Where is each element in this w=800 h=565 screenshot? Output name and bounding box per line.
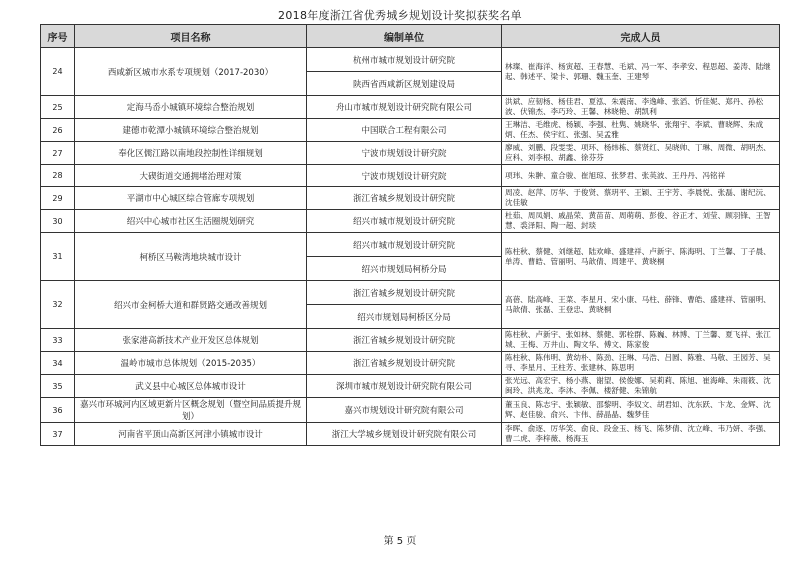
table-row [41,96,780,119]
project-name: 建德市乾潭小城镇环境综合整治规划 [75,119,307,142]
unit-name: 绍兴市规划局柯桥分局 [307,257,502,281]
team-members: 洪斌、应韧杨、杨佳君、夏泓、朱震南、李逸峰、张滔、忻佳妮、郑丹、孙松波、伏锦杰、李巧玲、王馨、林晓艳、胡凯利 [502,96,780,119]
unit-name: 嘉兴市规划设计研究院有限公司 [307,398,502,423]
unit-name: 宁波市规划设计研究院 [307,165,502,187]
header-team: 完成人员 [502,25,780,48]
row-number: 28 [41,165,75,187]
row-number: 36 [41,398,75,423]
team-members: 林璨、崔海洋、杨寅超、王春慧、毛斌、冯一军、李孝安、程思超、姜涛、陆继起、韩述平、梁卡、郭珊、魏玉奎、王建琴 [502,48,780,96]
project-name: 温岭市城市总体规划（2015-2035） [75,352,307,375]
unit-name: 浙江省城乡规划设计研究院 [307,352,502,375]
table-row [41,142,780,165]
table-row [41,281,780,305]
unit-name: 绍兴市城市规划设计研究院 [307,210,502,233]
unit-name: 浙江省城乡规划设计研究院 [307,329,502,352]
row-number: 32 [41,281,75,329]
table-row [41,423,780,446]
team-members: 陈柱秋、蔡健、刘继超、陆欢峰、盛建祥、卢新宇、陈海明、丁兰馨、丁子晨、单涛、曹皓、管丽明、马歆倩、周建平、黄晓桐 [502,233,780,281]
project-name: 绍兴中心城市社区生活圈规划研究 [75,210,307,233]
team-members: 陈柱秋、陈伟明、黄幼朴、陈劲、汪琳、马浩、吕圆、陈雅、马敬、王园芳、吴寻、李星月、王柱芳、张建林、陈思明 [502,352,780,375]
row-number: 31 [41,233,75,281]
table-header-row [41,25,780,48]
project-name: 武义县中心城区总体城市设计 [75,375,307,398]
row-number: 24 [41,48,75,96]
team-members: 高蓓、陆高峰、王菜、李星月、宋小康、马柱、薛锋、曹皓、盛建祥、管丽明、马歆倩、张磊、王登忠、黄晓桐 [502,281,780,329]
row-number: 27 [41,142,75,165]
table-row [41,187,780,210]
header-unit: 编制单位 [307,25,502,48]
header-project: 项目名称 [75,25,307,48]
header-num: 序号 [41,25,75,48]
project-name: 河南省平顶山高新区河津小镇城市设计 [75,423,307,446]
project-name: 奉化区儒江路以南地段控制性详细规划 [75,142,307,165]
project-name: 张家港高新技术产业开发区总体规划 [75,329,307,352]
row-number: 25 [41,96,75,119]
table-row [41,329,780,352]
table-row [41,48,780,72]
team-members: 陈柱秋、卢新宇、张如林、蔡健、郭栓群、陈巍、林博、丁兰馨、夏飞祥、张江城、王梅、万井山、陶文华、傅文、陈家俊 [502,329,780,352]
project-name: 定海马岙小城镇环境综合整治规划 [75,96,307,119]
unit-name: 浙江大学城乡规划设计研究院有限公司 [307,423,502,446]
table-row [41,398,780,423]
unit-name: 宁波市规划设计研究院 [307,142,502,165]
team-members: 李晖、俞逐、厉华笑、俞良、段金玉、杨飞、陈梦倩、沈立峰、韦乃妍、李强、曹二虎、李梓薇、杨海玉 [502,423,780,446]
unit-name: 陕西省西咸新区规划建设局 [307,72,502,96]
table-row [41,352,780,375]
table-row [41,210,780,233]
team-members: 廖威、刘鹏、段雯雯、项环、杨炜栋、蔡贤红、吴晓帅、丁琳、周微、胡明杰、应科、刘李根、胡鑫、徐芬芬 [502,142,780,165]
document-title: 2018年度浙江省优秀城乡规划设计奖拟获奖名单 [278,9,522,22]
team-members: 张光远、高宏宇、杨小燕、谢望、侯俊娜、吴莉莉、陈旭、崔海峰、朱雨筱、沈闽玲、洪兆龙、李沐、李佩、楼舒健、朱锦航 [502,375,780,398]
unit-name: 绍兴市规划局柯桥区分局 [307,305,502,329]
team-members: 项玮、朱翀、童合骏、崔旭琼、张梦君、张英波、王丹丹、冯铭祥 [502,165,780,187]
unit-name: 中国联合工程有限公司 [307,119,502,142]
project-name: 绍兴市金柯桥大道和群贤路交通改善规划 [75,281,307,329]
award-table [40,24,780,446]
unit-name: 浙江省城乡规划设计研究院 [307,187,502,210]
project-name: 柯桥区马鞍湾地块城市设计 [75,233,307,281]
unit-name: 绍兴市城市规划设计研究院 [307,233,502,257]
project-name: 嘉兴市环城河内区域更新片区概念规划（暨空间品质提升规划） [75,398,307,423]
table-row [41,233,780,257]
project-name: 西咸新区城市水系专项规划（2017-2030） [75,48,307,96]
project-name: 大碶街道交通拥堵治理对策 [75,165,307,187]
team-members: 王琳洁、毛维虎、杨颖、李强、杜隽、姚晓华、张翔宇、李斌、曹晓辉、朱成炳、任杰、侯宇红、张强、吴孟雅 [502,119,780,142]
team-members: 董玉良、陈志宇、张颖敏、邵黎明、李奴文、胡君如、沈东跃、卞龙、金辉、沈辉、赵佳骏、俞兴、卞伟、薛晶晶、魏梦佳 [502,398,780,423]
page-number: 第 5 页 [383,536,417,547]
table-row [41,119,780,142]
row-number: 35 [41,375,75,398]
row-number: 30 [41,210,75,233]
row-number: 29 [41,187,75,210]
row-number: 34 [41,352,75,375]
project-name: 平湖市中心城区综合管廊专项规划 [75,187,307,210]
unit-name: 杭州市城市规划设计研究院 [307,48,502,72]
row-number: 33 [41,329,75,352]
row-number: 26 [41,119,75,142]
unit-name: 舟山市城市规划设计研究院有限公司 [307,96,502,119]
team-members: 杜茹、周凤娟、戚晶荣、黄苗苗、周萌萌、彭俊、谷正才、刘莹、顾羽锋、王智慧、裘泽阳、陶一超、封琰 [502,210,780,233]
team-members: 周凌、赵萍、厉华、于俊贤、蔡玥平、王颖、王宇芳、李晨悦、张磊、谢纪沅、沈佳敏 [502,187,780,210]
table-row [41,375,780,398]
unit-name: 浙江省城乡规划设计研究院 [307,281,502,305]
table-row [41,165,780,187]
unit-name: 深圳市城市规划设计研究院有限公司 [307,375,502,398]
row-number: 37 [41,423,75,446]
